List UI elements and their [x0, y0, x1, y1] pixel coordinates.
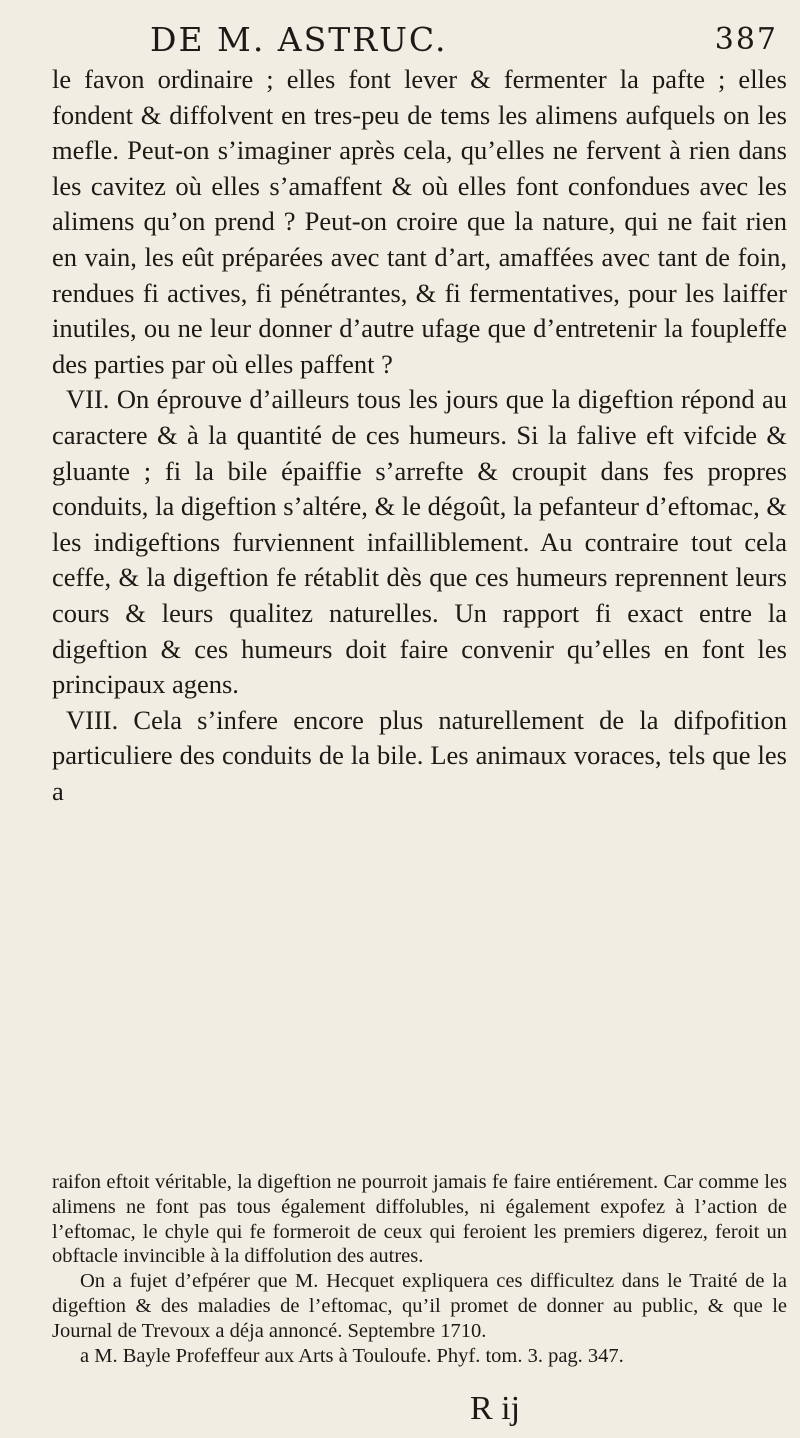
paragraph-vii: VII. On éprouve d’ailleurs tous les jours que la digeftion répond au caractere & à la quantité de ces humeurs. Si la falive eft vifcide & gluante ; fi la bile épaiffie s’arrefte & croupit dans fes propres conduits, la digeftion s’altére, & le dégoût, la pefanteur d’eftomac, & les indigeftions furviennent infailliblement. Au contraire tout cela ceffe, & la digeftion fe rétablit dès que ces humeurs reprennent leurs cours & leurs qualitez naturelles. Un rapport fi exact entre la digeftion & ces humeurs doit faire convenir qu’elles en font les principaux agens.	[52, 384, 787, 700]
footnote-a: a M. Bayle Profeffeur aux Arts à Touloufe. Phyf. tom. 3. pag. 347.	[80, 1344, 624, 1367]
footnote-continued: raifon eftoit véritable, la digeftion ne pourroit jamais fe faire entiérement. Car comme les alimens ne font pas tous également diffolubles, ni également expofez à l’action de l’eftomac, le chyle qui fe formeroit de ceux qui feroient les premiers digerez, feroit un obftacle invincible à la diffolution des autres.	[52, 1171, 787, 1268]
running-header	[150, 20, 790, 60]
footnotes	[52, 1170, 787, 1368]
page-number: 387	[714, 22, 778, 57]
running-title: DE M. ASTRUC.	[150, 20, 448, 59]
footnote-hecquet: On a fujet d’efpérer que M. Hecquet expliquera ces difficultez dans le Traité de la digeftion & des maladies de l’eftomac, qu’il promet de donner au public, & que le Journal de Trevoux a déja annoncé. Septembre 1710.	[52, 1270, 787, 1342]
main-text	[52, 62, 787, 809]
signature-mark: R ij	[470, 1390, 521, 1427]
paragraph-continued: le favon ordinaire ; elles font lever & fermenter la pafte ; elles fondent & diffolvent en tres-peu de tems les alimens aufquels on les mefle. Peut-on s’imaginer après cela, qu’elles ne fervent à rien dans les cavitez où elles s’amaffent & où elles font confondues avec les alimens qu’on prend ? Peut-on croire que la nature, qui ne fait rien en vain, les eût préparées avec tant d’art, amaffées avec tant de foin, rendues fi actives, fi pénétrantes, & fi fermentatives, pour les laiffer inutiles, ou ne leur donner d’autre ufage que d’entretenir la foupleffe des parties par où elles paffent ?	[52, 64, 787, 379]
paragraph-viii: VIII. Cela s’infere encore plus naturellement de la difpofition particuliere des conduits de la bile. Les animaux voraces, tels que les a	[52, 704, 787, 806]
